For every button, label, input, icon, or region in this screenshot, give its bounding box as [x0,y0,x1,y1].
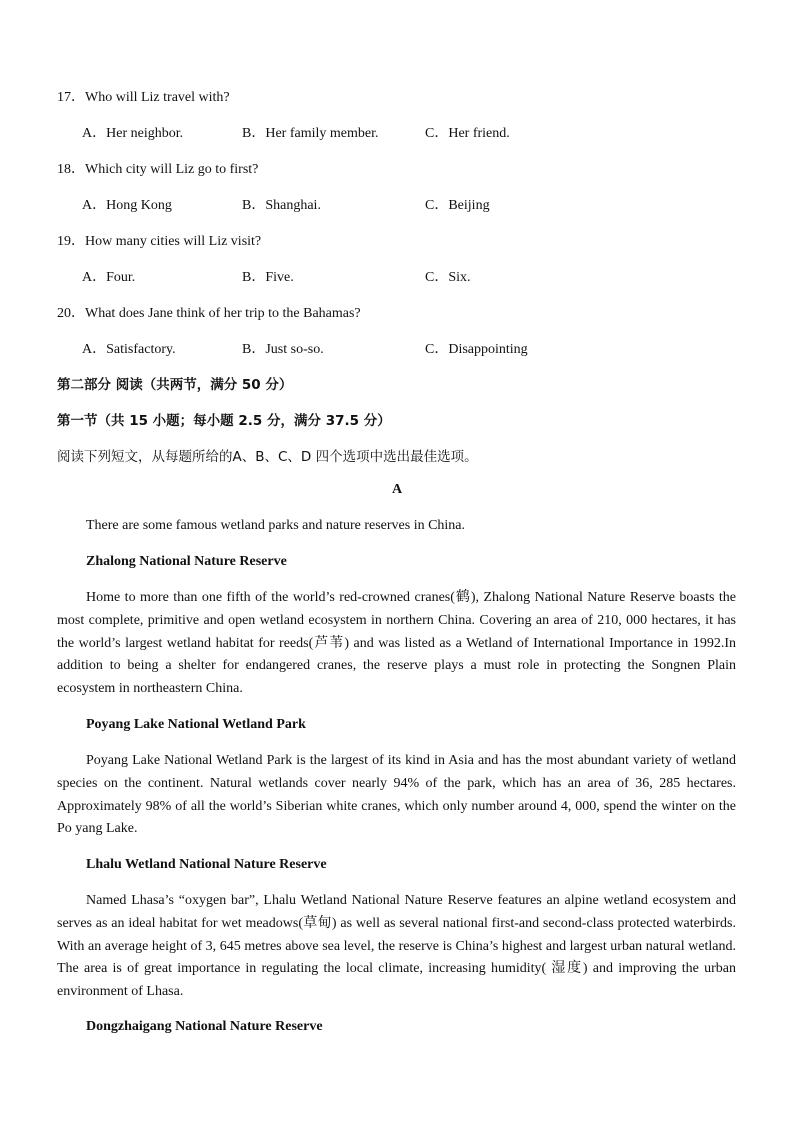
question-19 [57,230,261,250]
option-letter: A． [82,126,107,141]
option-text: Her neighbor. [106,126,184,141]
question-18-option-c[interactable] [425,194,490,214]
option-text: Shanghai. [265,198,321,213]
option-text: Five. [265,270,294,285]
option-letter: B． [242,342,266,357]
question-number: 19． [57,234,85,249]
option-letter: C． [425,126,449,141]
reserve-text-zhalong: Home to more than one fifth of the world’s red-crowned cranes(鹤), Zhalong National Nature Reserve boasts the most complete, primitive and open wetland ecosystem in northern China. Covering an area of 210, 000 hectares, it has the world’s largest wetland habitat for reeds(芦苇) and was listed as a Wetland of International Importance in 1992.In addition to being a shelter for endangered cranes, the reserve plays a must role in protecting the Songnen Plain ecosystem in northeastern China. [57,590,736,696]
question-19-option-b[interactable] [242,266,294,286]
reserve-text-poyang: Poyang Lake National Wetland Park is the largest of its kind in Asia and has the most abundant variety of wetland species on the continent. Natural wetlands cover nearly 94% of the park, which has an area of 36, 285 hectares. Approximately 98% of all the world’s Siberian white cranes, which only number around 4, 000, spend the winter on the Po yang Lake. [57,753,736,837]
reserve-heading-lhalu: Lhalu Wetland National Nature Reserve [86,857,327,872]
option-letter: A． [82,342,107,357]
question-20-option-b[interactable] [242,338,324,358]
question-text: Who will Liz travel with? [85,90,230,105]
question-17-option-b[interactable] [242,122,378,142]
question-18 [57,158,258,178]
option-text: Satisfactory. [106,342,176,357]
question-19-option-a[interactable] [82,266,135,286]
question-19-option-c[interactable] [425,266,471,286]
question-number: 18． [57,162,85,177]
option-text: Her family member. [265,126,379,141]
reserve-text-lhalu: Named Lhasa’s “oxygen bar”, Lhalu Wetland National Nature Reserve features an alpine wetland ecosystem and serves as an ideal habitat for wet meadows(草甸) as well as several national first-and second-class protected waterbirds. With an average height of 3, 645 metres above sea level, the reserve is China’s highest and largest urban natural wetland. The area is of great importance in regulating the local climate, increasing humidity( 湿度) and improving the urban environment of Lhasa. [57,893,736,999]
question-18-option-b[interactable] [242,194,321,214]
question-number: 17． [57,90,85,105]
reserve-heading-poyang: Poyang Lake National Wetland Park [86,717,306,732]
passage-label: A [391,482,403,497]
question-text: Which city will Liz go to first? [85,162,259,177]
question-17-option-c[interactable] [425,122,510,142]
option-letter: C． [425,342,449,357]
question-17 [57,86,230,106]
question-20-option-c[interactable] [425,338,528,358]
option-letter: C． [425,198,449,213]
option-letter: B． [242,270,266,285]
reserve-heading-zhalong: Zhalong National Nature Reserve [86,554,287,569]
passage-intro: There are some famous wetland parks and nature reserves in China. [86,518,466,533]
option-letter: B． [242,126,266,141]
question-17-option-a[interactable] [82,122,183,142]
question-18-option-a[interactable] [82,194,172,214]
question-20-option-a[interactable] [82,338,176,358]
option-letter: A． [82,270,107,285]
option-letter: C． [425,270,449,285]
option-letter: B． [242,198,266,213]
option-text: Disappointing [448,342,528,357]
option-text: Hong Kong [106,198,172,213]
option-text: Beijing [448,198,490,213]
subsection-title: 第一节（共 15 小题；每小题 2.5 分，满分 37.5 分） [57,413,391,429]
part-title: 第二部分 阅读（共两节，满分 50 分） [57,377,293,393]
reserve-heading-dongzhaigang: Dongzhaigang National Nature Reserve [86,1019,323,1034]
option-text: Six. [448,270,471,285]
question-number: 20． [57,306,85,321]
instructions: 阅读下列短文，从每题所给的A、B、C、D 四个选项中选出最佳选项。 [57,449,478,465]
option-text: Her friend. [448,126,510,141]
question-20 [57,302,361,322]
option-text: Four. [106,270,136,285]
option-letter: A． [82,198,107,213]
question-text: What does Jane think of her trip to the Bahamas? [85,306,361,321]
option-text: Just so-so. [265,342,324,357]
question-text: How many cities will Liz visit? [85,234,262,249]
